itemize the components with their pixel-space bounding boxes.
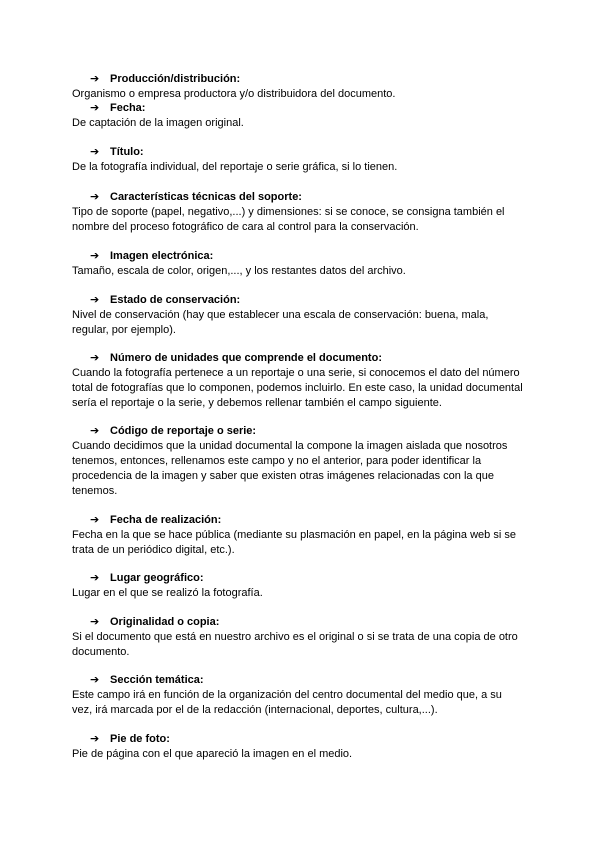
field-description: Tamaño, escala de color, origen,..., y los restantes datos del archivo. bbox=[72, 265, 406, 277]
field-originalidad-copia bbox=[72, 615, 542, 660]
field-numero-unidades bbox=[72, 351, 542, 411]
arrow-icon: ➔ bbox=[90, 616, 100, 628]
field-produccion-distribucion bbox=[72, 72, 542, 102]
field-heading bbox=[72, 513, 542, 528]
arrow-icon: ➔ bbox=[90, 73, 100, 85]
field-heading bbox=[72, 615, 542, 630]
field-description: Cuando decidimos que la unidad documental la compone la imagen aislada que nosotros tenemos, entonces, rellenamos este campo y no el anterior, para poder identificar la procedencia de la imagen y saber que existen otras imágenes relacionadas con la que tenemos. bbox=[72, 440, 508, 497]
field-fecha-realizacion bbox=[72, 513, 542, 558]
arrow-icon: ➔ bbox=[90, 250, 100, 262]
field-titulo bbox=[72, 145, 542, 175]
field-heading-text: Sección temática: bbox=[110, 674, 204, 686]
field-heading-text: Pie de foto: bbox=[110, 733, 170, 745]
field-heading bbox=[72, 249, 542, 264]
field-seccion-tematica bbox=[72, 673, 542, 718]
field-heading-text: Código de reportaje o serie: bbox=[110, 425, 257, 437]
field-description: Pie de página con el que apareció la imagen en el medio. bbox=[72, 748, 353, 760]
field-heading-text: Título: bbox=[110, 146, 144, 158]
arrow-icon: ➔ bbox=[90, 572, 100, 584]
field-imagen-electronica bbox=[72, 249, 542, 279]
field-heading-text: Número de unidades que comprende el documento: bbox=[110, 352, 382, 364]
arrow-icon: ➔ bbox=[90, 294, 100, 306]
field-heading bbox=[72, 190, 542, 205]
field-heading bbox=[72, 732, 542, 747]
field-estado-conservacion bbox=[72, 293, 542, 338]
field-heading bbox=[72, 351, 542, 366]
field-caracteristicas-tecnicas bbox=[72, 190, 542, 235]
field-description: De captación de la imagen original. bbox=[72, 117, 244, 129]
field-heading-text: Fecha: bbox=[110, 102, 146, 114]
field-heading bbox=[72, 673, 542, 688]
field-heading-text: Originalidad o copia: bbox=[110, 616, 220, 628]
field-heading bbox=[72, 293, 542, 308]
field-description: Este campo irá en función de la organización del centro documental del medio que, a su vez, irá marcada por el de la redacción (internacional, deportes, cultura,...). bbox=[72, 689, 502, 716]
field-fecha bbox=[72, 101, 542, 131]
field-description: Si el documento que está en nuestro archivo es el original o si se trata de una copia de otro documento. bbox=[72, 631, 518, 658]
field-heading bbox=[72, 101, 542, 116]
field-description: Organismo o empresa productora y/o distribuidora del documento. bbox=[72, 88, 396, 100]
arrow-icon: ➔ bbox=[90, 102, 100, 114]
field-heading bbox=[72, 72, 542, 87]
field-heading-text: Imagen electrónica: bbox=[110, 250, 214, 262]
arrow-icon: ➔ bbox=[90, 352, 100, 364]
field-lugar-geografico bbox=[72, 571, 542, 601]
arrow-icon: ➔ bbox=[90, 425, 100, 437]
field-description: Fecha en la que se hace pública (mediante su plasmación en papel, en la página web si se trata de un periódico digital, etc.). bbox=[72, 529, 516, 556]
field-description: Tipo de soporte (papel, negativo,...) y dimensiones: si se conoce, se consigna también el nombre del proceso fotográfico de cara al control para la conservación. bbox=[72, 206, 505, 233]
field-heading-text: Producción/distribución: bbox=[110, 73, 241, 85]
field-description: Cuando la fotografía pertenece a un reportaje o una serie, si conocemos el dato del número total de fotografías que lo componen, podemos incluirlo. En este caso, la unidad documental sería el reportaje o la serie, y debemos rellenar también el campo siguiente. bbox=[72, 367, 523, 409]
field-description: Lugar en el que se realizó la fotografía. bbox=[72, 587, 263, 599]
field-heading-text: Características técnicas del soporte: bbox=[110, 191, 302, 203]
field-description: De la fotografía individual, del reportaje o serie gráfica, si lo tienen. bbox=[72, 161, 398, 173]
field-description: Nivel de conservación (hay que establecer una escala de conservación: buena, mala, regular, por ejemplo). bbox=[72, 309, 489, 336]
arrow-icon: ➔ bbox=[90, 733, 100, 745]
field-heading-text: Fecha de realización: bbox=[110, 514, 222, 526]
arrow-icon: ➔ bbox=[90, 674, 100, 686]
field-heading-text: Lugar geográfico: bbox=[110, 572, 204, 584]
arrow-icon: ➔ bbox=[90, 146, 100, 158]
field-heading bbox=[72, 145, 542, 160]
field-codigo-reportaje bbox=[72, 424, 542, 499]
arrow-icon: ➔ bbox=[90, 191, 100, 203]
field-heading bbox=[72, 571, 542, 586]
arrow-icon: ➔ bbox=[90, 514, 100, 526]
field-heading bbox=[72, 424, 542, 439]
field-pie-de-foto bbox=[72, 732, 542, 762]
field-heading-text: Estado de conservación: bbox=[110, 294, 241, 306]
